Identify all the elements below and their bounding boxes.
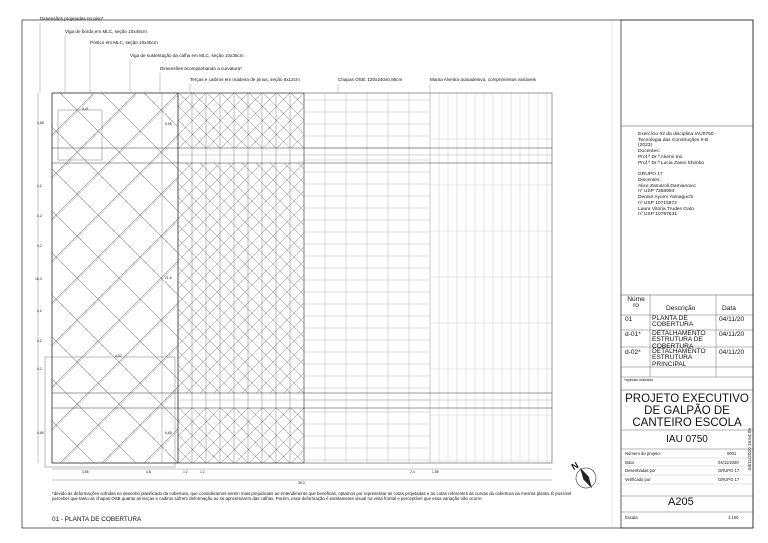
detail-label-d01: d-01 <box>82 107 89 111</box>
dim-mid: 6,65 <box>165 122 172 126</box>
callout-edge-beam: Viga de borda em MLC, seção 10x45cm <box>65 29 147 34</box>
dim-bottom: 1,85 <box>432 470 439 474</box>
callout-projected-dimensions: Dimensões projetadas no piso* <box>40 16 104 21</box>
field-value: GRUPO 17 <box>718 468 740 473</box>
dim-bottom: 1,2 <box>183 470 188 474</box>
dim-mid: 6,65 <box>165 431 172 435</box>
info-line: Exercício 02 da disciplina IAU0750 <box>638 132 714 137</box>
callout-membrane: Manta Alveitra autoadesiva, comprimentos variáveis <box>430 77 536 82</box>
rev-header-date: Data <box>722 305 736 312</box>
field-value: 0001 <box>727 451 737 456</box>
titleblock-info <box>638 132 714 218</box>
field-label: Número do projeto <box>625 451 660 456</box>
rev-date: 04/11/20 <box>719 331 745 338</box>
membrane-hatch <box>430 93 552 463</box>
info-line: Alice Zamaroli Damianovic <box>638 183 696 189</box>
info-line: Prof.ª Dr.ª Lucia Zanin Shimbo <box>638 160 705 166</box>
dim-total: 38,3 <box>298 481 305 485</box>
dim-bottom: 4,8 <box>146 470 151 474</box>
rev-num: d-01* <box>625 331 641 338</box>
rev-num: 01 <box>625 316 633 323</box>
bracing-zone <box>52 93 178 463</box>
detail-box-d01 <box>58 107 102 160</box>
drawing-title: 01 - PLANTA DE COBERTURA <box>52 516 142 523</box>
roof-plan-drawing <box>38 23 601 493</box>
rafter-zone <box>178 93 304 463</box>
dim-left: 4,2 <box>37 309 42 313</box>
rev-header-number: Núme ro <box>627 296 645 310</box>
rev-header-description: Descrição <box>666 305 696 312</box>
dim-left: 4,2 <box>37 339 42 343</box>
north-label: N <box>569 460 581 473</box>
callout-portal-frame: Pórtico em MLC, seção 10x45cm <box>90 40 158 45</box>
dim-bottom: 1,2 <box>200 470 205 474</box>
callout-osb: Chapas OSB: 120x240x0,95cm <box>338 77 403 82</box>
dim-left: 4,2 <box>37 214 42 218</box>
info-line: nº USP 10715872 <box>638 200 677 206</box>
dim-bottom: 2,4 <box>410 470 415 474</box>
info-line: Discentes: <box>638 177 661 183</box>
info-line: (2023) <box>638 143 653 149</box>
field-label: Verificado por <box>625 477 651 482</box>
detail-label-d02: d-02 <box>115 354 122 358</box>
info-line: Laura Vitoria Trudes Gato <box>638 206 694 212</box>
roof-outline <box>52 93 552 463</box>
dim-left: 4,65 <box>37 121 44 125</box>
info-line: Denise Ayumi Yamaguchi <box>638 195 694 201</box>
callout-gutter-beam: Viga de sustentação da calha em MLC, seção 10x35cm <box>130 53 244 58</box>
field-value: GRUPO 17 <box>718 477 740 482</box>
plot-stamp: 04/11/2020 15:54:09 <box>747 428 752 470</box>
callout-curved-dimensions: Dimensões acompanhando a curvatura* <box>160 66 242 71</box>
info-line: nº USP 7358994 <box>638 189 675 195</box>
rev-num: d-02* <box>625 349 641 356</box>
rev-date: 04/11/20 <box>719 349 745 356</box>
sheet-number: A205 <box>668 496 694 508</box>
field-label: Data <box>625 460 634 465</box>
dim-left: 4,65 <box>37 431 44 435</box>
scale-label: Escala <box>625 515 638 520</box>
diagonal-bracing <box>52 93 178 463</box>
info-line: Docentes: <box>638 149 661 155</box>
field-label: Desenhadas por <box>625 468 656 473</box>
dim-mid: 21,6 <box>165 276 172 280</box>
field-value: 04/11/2020 <box>718 460 739 465</box>
dim-bottom: 4,85 <box>82 470 89 474</box>
rev-date: 04/11/20 <box>719 316 745 323</box>
dim-left: 4,2 <box>37 184 42 188</box>
osb-panels <box>304 93 430 463</box>
rafter-mesh <box>178 93 304 463</box>
rev-desc: DETALHAMENTO ESTRUTURA PRINCIPAL <box>652 348 706 368</box>
dim-left: 18,3 <box>35 277 42 281</box>
drawing-note: *devido às deformações sofridas no desenho planificado da cobertura, que consideramos serem mais prejudiciais ao entendimento que benéficas, optamos por representar as cotas projetadas e as cotas referentes às curvas da cobertura na mesma planta. É possível perceber que tanto as chapas OSB quanto as terças e caibros sofrem deformação ao se aproximarem das calhas. Porém, essa deformação é estritamente visual na vista frontal e perceptível que essa variação não ocorre. <box>52 491 572 502</box>
dim-left: 4,2 <box>37 244 42 248</box>
info-line: Tecnologia das Construções II-B <box>638 137 709 143</box>
rev-footnote: *apenas indicado <box>624 378 654 382</box>
dim-left: 4,2 <box>37 367 42 371</box>
scale-value: 1:100 <box>728 515 739 520</box>
project-title: PROJETO EXECUTIVO DE GALPÃO DE CANTEIRO ESCOLA <box>625 393 749 430</box>
info-line: GRUPO 17 <box>638 172 663 178</box>
detail-box-d02 <box>45 354 175 467</box>
rev-desc: PLANTA DE COBERTURA <box>652 315 694 329</box>
callout-purlins: Terças e caibros em madeira de pinus, seção 6x12cm <box>190 77 300 82</box>
rev-desc: DETALHAMENTO ESTRUTURA DE COBERTURA <box>652 330 706 350</box>
info-line: Prof.ª Dr.ª Akemi Ino <box>638 154 683 160</box>
info-line: nº USP 10797631 <box>638 212 677 218</box>
course-code: IAU 0750 <box>666 434 708 445</box>
